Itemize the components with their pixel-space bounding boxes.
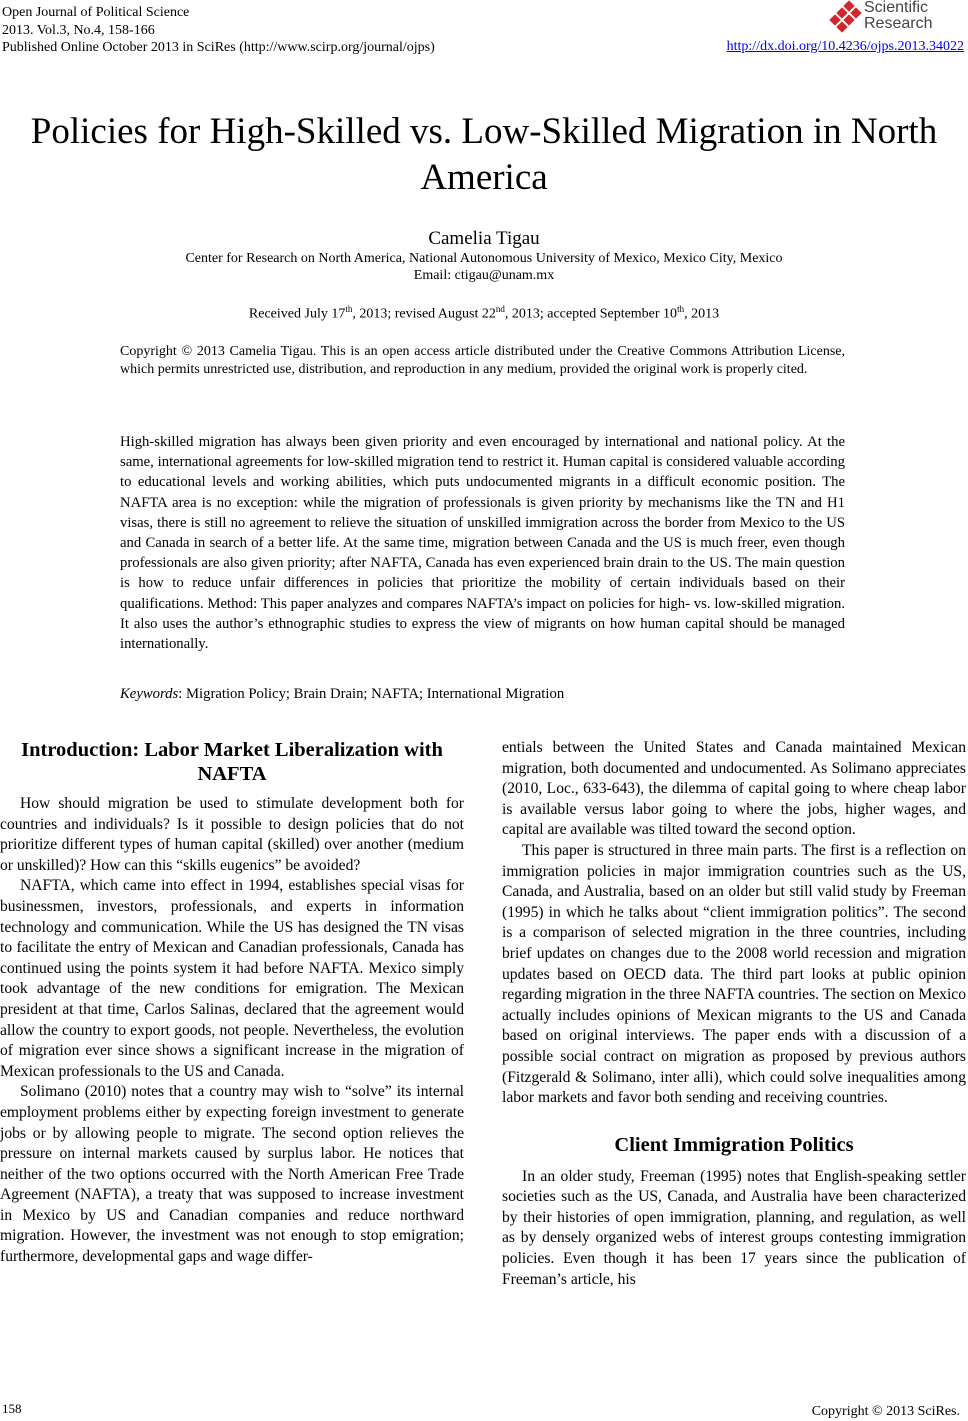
publisher-logo [826, 0, 956, 34]
submission-dates: Received July 17th, 2013; revised August 22nd, 2013; accepted September 10th, 2013 [248, 304, 720, 322]
paragraph: How should migration be used to stimulate development both for countries and individuals? Is it possible to design policies that do not prioritize different types of human capital (skilled) over another (medium or unskilled)? How can this “skills eugenics” be avoided? [0, 795, 464, 874]
keywords-label: Keywords [120, 686, 179, 702]
affiliation-text: Center for Research on North America, National Autonomous University of Mexico, Mexico City, Mexico [185, 251, 783, 266]
journal-name: Open Journal of Political Science [2, 5, 190, 20]
left-column [0, 738, 464, 1268]
copyright-notice: Copyright © 2013 Camelia Tigau. This is an open access article distributed under the Creative Commons Attribution License, which permits unrestricted use, distribution, and reproduction in any medium, provided the original work is properly cited. [120, 344, 845, 377]
logo-diamond-icon [826, 2, 860, 32]
paragraph: Solimano (2010) notes that a country may wish to “solve” its internal employment problems either by expecting foreign investment to generate jobs or by allowing people to migrate. The second option relieves the pressure on internal markets caused by surplus labor. He notices that neither of the two options occurred with the North American Free Trade Agreement (NAFTA), a treaty that was supposed to increase investment in Mexico by US and Canadian companies and reduce northward migration. However, the investment was not enough to stop emigration; furthermore, developmental gaps and wage differ- [0, 1083, 464, 1266]
abstract: High-skilled migration has always been given priority and even encouraged by international and national policy. At the same, international agreements for low-skilled migration tend to restrict it. Human capital is considered valuable according to educational levels and working abilities, which puts undocumented migrants in a difficult economic position. The NAFTA area is no exception: while the migration of professionals is given priority by mechanisms like the TN and H1 visas, there is still no agreement to relieve the situation of unskilled immigration across the border from Mexico to the US and Canada in search of a better life. At the same time, migration between Canada and the US is much freer, even though professionals are also given priority; after NAFTA, Canada has even experienced brain drain to the US. The main question is how to reduce unfair differences in policies that prioritize the mobility of certain individuals based on their qualifications. Method: This paper analyzes and compares NAFTA’s impact on policies for high- vs. low-skilled migration. It also uses the author’s ethnographic studies to express the view of migrants on how human capital should be managed internationally. [120, 434, 845, 653]
logo-text-line1: Scientific [864, 0, 929, 16]
section-heading-intro: Introduction: Labor Market Liberalization with NAFTA [21, 739, 443, 785]
keywords-list: : Migration Policy; Brain Drain; NAFTA; International Migration [178, 686, 565, 702]
journal-published: Published Online October 2013 in SciRes (http://www.scirp.org/journal/ojps) [2, 40, 435, 55]
journal-header [2, 4, 435, 57]
paragraph: NAFTA, which came into effect in 1994, establishes special visas for businessmen, investors, professionals, and experts in information technology and communication. While the US has designed the TN visas to facilitate the entry of Mexican and Canadian professionals, Canada has continued using the points system it had before NAFTA. Mexico simply took advantage of the new conditions for emigration. The Mexican president at that time, Carlos Salinas, declared that the agreement would allow the country to export goods, not people. Nevertheless, the evolution of migration ever since shows a significant increase in the migration of Mexican professionals to the US and Canada. [0, 877, 464, 1080]
paragraph: This paper is structured in three main parts. The first is a reflection on immigration policies in major immigration countries such as the US, Canada, and Australia, based on an older but still valid study by Freeman (1995) in which he talks about “client immigration politics”. The second is a comparison of selected migration in the three countries, including brief updates on changes due to the 2008 world recession and migration updates based on OECD data. The third part looks at public opinion regarding migration in the three NAFTA countries. The section on Mexico actually includes opinions of Mexican migrants to the US and Canada based on original interviews. The paper ends with a discussion of a possible social contract on migration as proposed by previous authors (Fitzgerald & Solimano, inter alli), which could solve inequalities among labor markets and favor both sending and receiving countries. [502, 841, 966, 1107]
doi-link[interactable]: http://dx.doi.org/10.4236/ojps.2013.34022 [726, 39, 964, 54]
author-name: Camelia Tigau [428, 228, 540, 249]
paragraph: entials between the United States and Canada maintained Mexican migration, both documented and undocumented. As Solimano appreciates (2010, Loc., 633-643), the dilemma of capital going to where cheap labor is available versus labor going to where the jobs, higher wages, and capital are available was tilted toward the second option. [502, 739, 966, 839]
footer-copyright: Copyright © 2013 SciRes. [811, 1404, 960, 1419]
paragraph: In an older study, Freeman (1995) notes that English-speaking settler societies such as the US, Canada, and Australia have been characterized by their histories of open immigration, planning, and regulation, as well as by densely organized webs of interest groups contesting immigration policies. Even though it has been 17 years since the publication of Freeman’s article, his [502, 1167, 966, 1288]
logo-text-line2: Research [864, 15, 933, 32]
journal-volume: 2013. Vol.3, No.4, 158-166 [2, 22, 155, 38]
right-column [502, 738, 966, 1290]
keywords [120, 686, 845, 703]
author-email: Email: ctigau@unam.mx [413, 268, 555, 283]
author-affiliation [0, 250, 968, 284]
paper-title: Policies for High-Skilled vs. Low-Skilled Migration in North America [30, 111, 938, 198]
page-number: 158 [2, 1401, 22, 1416]
section-heading-client: Client Immigration Politics [614, 1133, 854, 1156]
